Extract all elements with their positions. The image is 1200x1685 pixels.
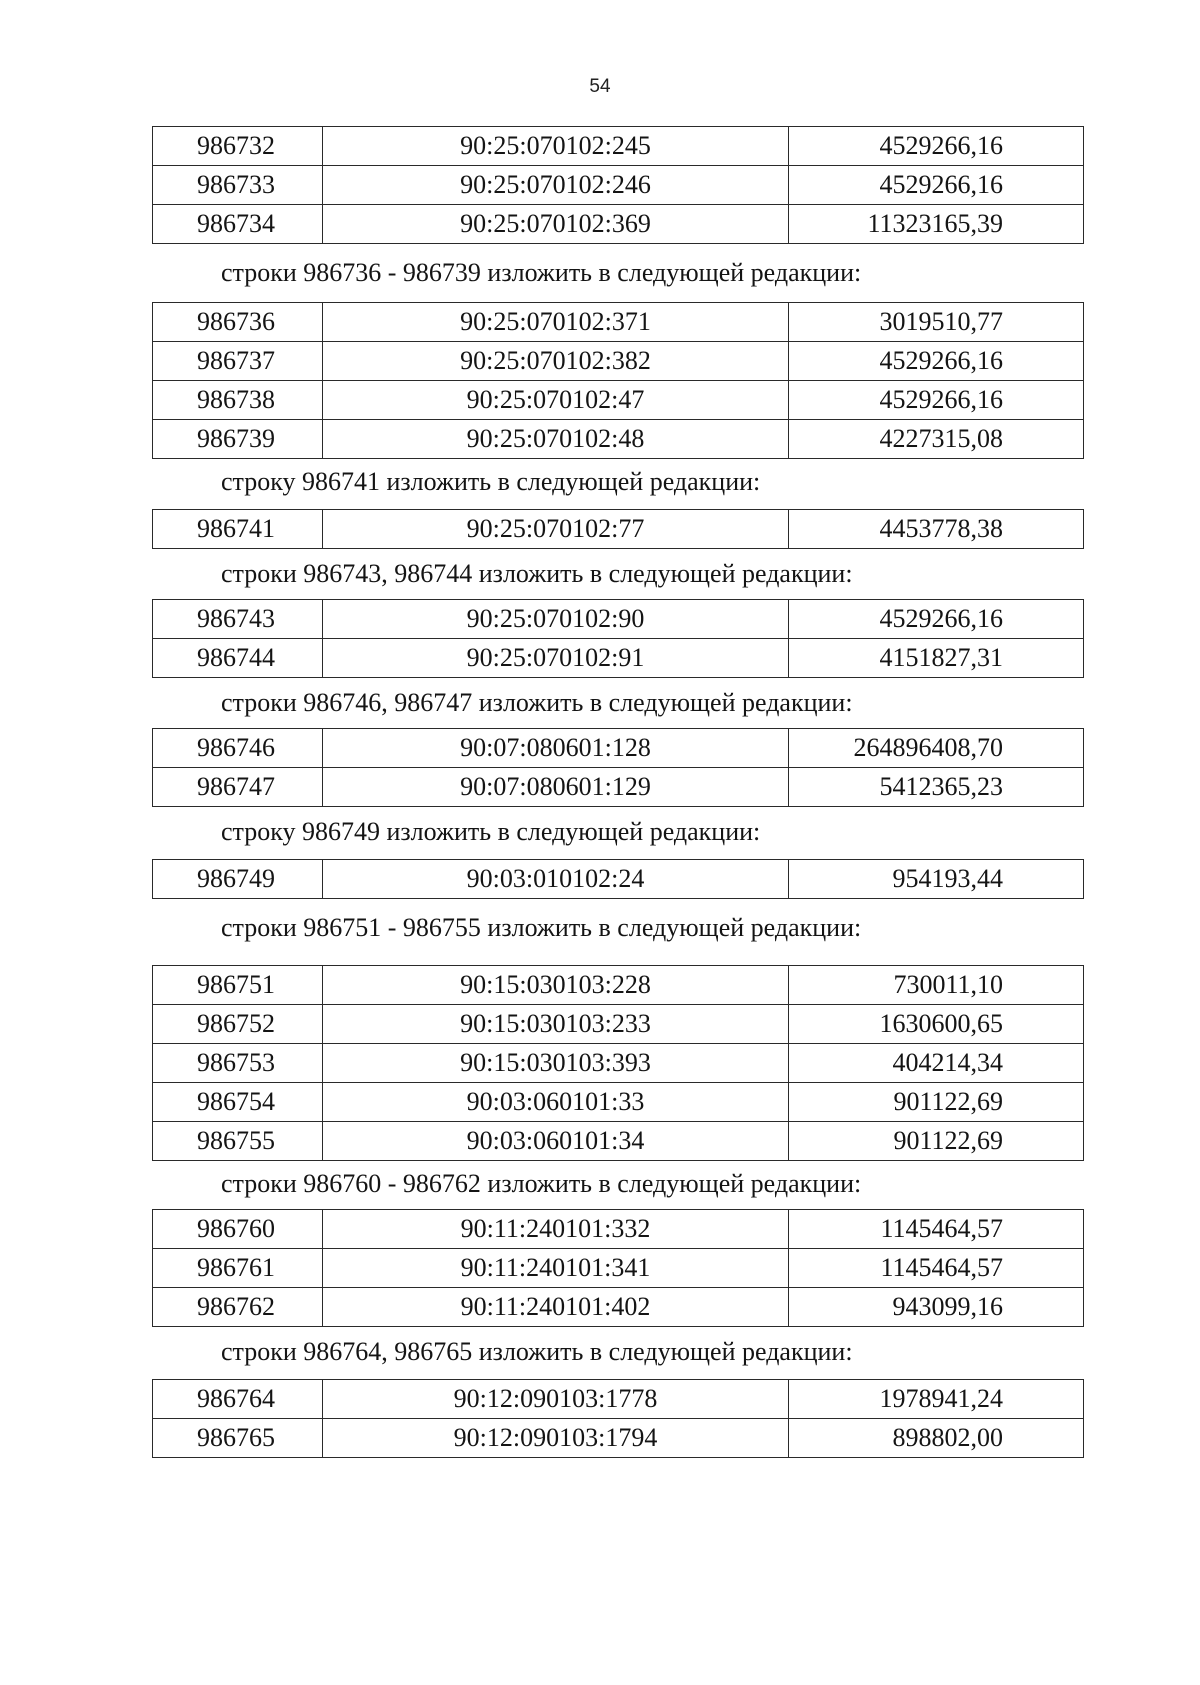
records-table: [152, 126, 1084, 244]
records-table-wrapper: [152, 859, 1082, 899]
document-body: [0, 126, 1200, 1458]
row-number-cell: 986754: [153, 1083, 323, 1122]
records-table: [152, 509, 1084, 549]
row-number-cell: 986755: [153, 1122, 323, 1161]
value-cell: 5412365,23: [789, 768, 1084, 807]
row-number-cell: 986738: [153, 381, 323, 420]
cadastral-number-cell: 90:12:090103:1778: [323, 1380, 789, 1419]
table-row: [153, 510, 1084, 549]
value-cell: 730011,10: [789, 966, 1084, 1005]
cadastral-number-cell: 90:15:030103:233: [323, 1005, 789, 1044]
value-cell: 4453778,38: [789, 510, 1084, 549]
records-table: [152, 1209, 1084, 1327]
row-number-cell: 986744: [153, 639, 323, 678]
cadastral-number-cell: 90:03:060101:34: [323, 1122, 789, 1161]
row-number-cell: 986734: [153, 205, 323, 244]
cadastral-number-cell: 90:25:070102:90: [323, 600, 789, 639]
value-cell: 4529266,16: [789, 166, 1084, 205]
amendment-caption: строку 986749 изложить в следующей редакции:: [221, 817, 761, 846]
table-row: [153, 966, 1084, 1005]
cadastral-number-cell: 90:03:060101:33: [323, 1083, 789, 1122]
records-table-wrapper: [152, 509, 1082, 549]
table-row: [153, 639, 1084, 678]
cadastral-number-cell: 90:11:240101:402: [323, 1288, 789, 1327]
table-row: [153, 1210, 1084, 1249]
row-number-cell: 986762: [153, 1288, 323, 1327]
cadastral-number-cell: 90:07:080601:129: [323, 768, 789, 807]
table-row: [153, 729, 1084, 768]
cadastral-number-cell: 90:11:240101:332: [323, 1210, 789, 1249]
table-row: [153, 1122, 1084, 1161]
cadastral-number-cell: 90:25:070102:77: [323, 510, 789, 549]
value-cell: 404214,34: [789, 1044, 1084, 1083]
value-cell: 1145464,57: [789, 1210, 1084, 1249]
cadastral-number-cell: 90:15:030103:228: [323, 966, 789, 1005]
row-number-cell: 986752: [153, 1005, 323, 1044]
table-row: [153, 1044, 1084, 1083]
cadastral-number-cell: 90:03:010102:24: [323, 860, 789, 899]
value-cell: 4151827,31: [789, 639, 1084, 678]
records-table-wrapper: [152, 728, 1082, 807]
value-cell: 943099,16: [789, 1288, 1084, 1327]
value-cell: 1630600,65: [789, 1005, 1084, 1044]
table-row: [153, 303, 1084, 342]
cadastral-number-cell: 90:25:070102:371: [323, 303, 789, 342]
table-row: [153, 381, 1084, 420]
table-row: [153, 860, 1084, 899]
amendment-caption: строки 986746, 986747 изложить в следующей редакции:: [221, 688, 853, 717]
table-row: [153, 600, 1084, 639]
cadastral-number-cell: 90:25:070102:47: [323, 381, 789, 420]
cadastral-number-cell: 90:25:070102:91: [323, 639, 789, 678]
row-number-cell: 986764: [153, 1380, 323, 1419]
records-table: [152, 302, 1084, 459]
row-number-cell: 986737: [153, 342, 323, 381]
row-number-cell: 986749: [153, 860, 323, 899]
table-row: [153, 1249, 1084, 1288]
row-number-cell: 986739: [153, 420, 323, 459]
records-table-wrapper: [152, 1209, 1082, 1327]
table-row: [153, 127, 1084, 166]
row-number-cell: 986765: [153, 1419, 323, 1458]
value-cell: 4529266,16: [789, 600, 1084, 639]
row-number-cell: 986753: [153, 1044, 323, 1083]
table-row: [153, 1419, 1084, 1458]
row-number-cell: 986741: [153, 510, 323, 549]
amendment-caption: строки 986764, 986765 изложить в следующей редакции:: [221, 1337, 853, 1366]
value-cell: 11323165,39: [789, 205, 1084, 244]
value-cell: 901122,69: [789, 1083, 1084, 1122]
records-table-wrapper: [152, 302, 1082, 459]
records-table: [152, 728, 1084, 807]
cadastral-number-cell: 90:12:090103:1794: [323, 1419, 789, 1458]
table-row: [153, 1288, 1084, 1327]
table-row: [153, 1005, 1084, 1044]
value-cell: 264896408,70: [789, 729, 1084, 768]
page-number: 54: [589, 76, 611, 97]
cadastral-number-cell: 90:25:070102:246: [323, 166, 789, 205]
amendment-caption: строки 986736 - 986739 изложить в следующей редакции:: [221, 258, 862, 287]
value-cell: 898802,00: [789, 1419, 1084, 1458]
cadastral-number-cell: 90:11:240101:341: [323, 1249, 789, 1288]
table-row: [153, 1083, 1084, 1122]
row-number-cell: 986746: [153, 729, 323, 768]
records-table-wrapper: [152, 965, 1082, 1161]
value-cell: 954193,44: [789, 860, 1084, 899]
table-row: [153, 166, 1084, 205]
records-table-wrapper: [152, 1379, 1082, 1458]
cadastral-number-cell: 90:25:070102:382: [323, 342, 789, 381]
amendment-caption: строку 986741 изложить в следующей редакции:: [221, 467, 761, 496]
row-number-cell: 986733: [153, 166, 323, 205]
value-cell: 4227315,08: [789, 420, 1084, 459]
row-number-cell: 986761: [153, 1249, 323, 1288]
cadastral-number-cell: 90:07:080601:128: [323, 729, 789, 768]
row-number-cell: 986751: [153, 966, 323, 1005]
value-cell: 4529266,16: [789, 342, 1084, 381]
row-number-cell: 986743: [153, 600, 323, 639]
amendment-caption: строки 986760 - 986762 изложить в следующей редакции:: [221, 1169, 862, 1198]
records-table: [152, 1379, 1084, 1458]
row-number-cell: 986736: [153, 303, 323, 342]
cadastral-number-cell: 90:25:070102:245: [323, 127, 789, 166]
value-cell: 4529266,16: [789, 127, 1084, 166]
amendment-caption: строки 986743, 986744 изложить в следующей редакции:: [221, 559, 853, 588]
row-number-cell: 986760: [153, 1210, 323, 1249]
records-table: [152, 859, 1084, 899]
table-row: [153, 205, 1084, 244]
value-cell: 1145464,57: [789, 1249, 1084, 1288]
value-cell: 3019510,77: [789, 303, 1084, 342]
table-row: [153, 420, 1084, 459]
records-table: [152, 965, 1084, 1161]
value-cell: 4529266,16: [789, 381, 1084, 420]
records-table: [152, 599, 1084, 678]
value-cell: 1978941,24: [789, 1380, 1084, 1419]
cadastral-number-cell: 90:25:070102:48: [323, 420, 789, 459]
cadastral-number-cell: 90:15:030103:393: [323, 1044, 789, 1083]
row-number-cell: 986747: [153, 768, 323, 807]
amendment-caption: строки 986751 - 986755 изложить в следующей редакции:: [221, 913, 862, 942]
records-table-wrapper: [152, 126, 1082, 244]
table-row: [153, 768, 1084, 807]
table-row: [153, 342, 1084, 381]
cadastral-number-cell: 90:25:070102:369: [323, 205, 789, 244]
value-cell: 901122,69: [789, 1122, 1084, 1161]
records-table-wrapper: [152, 599, 1082, 678]
table-row: [153, 1380, 1084, 1419]
row-number-cell: 986732: [153, 127, 323, 166]
